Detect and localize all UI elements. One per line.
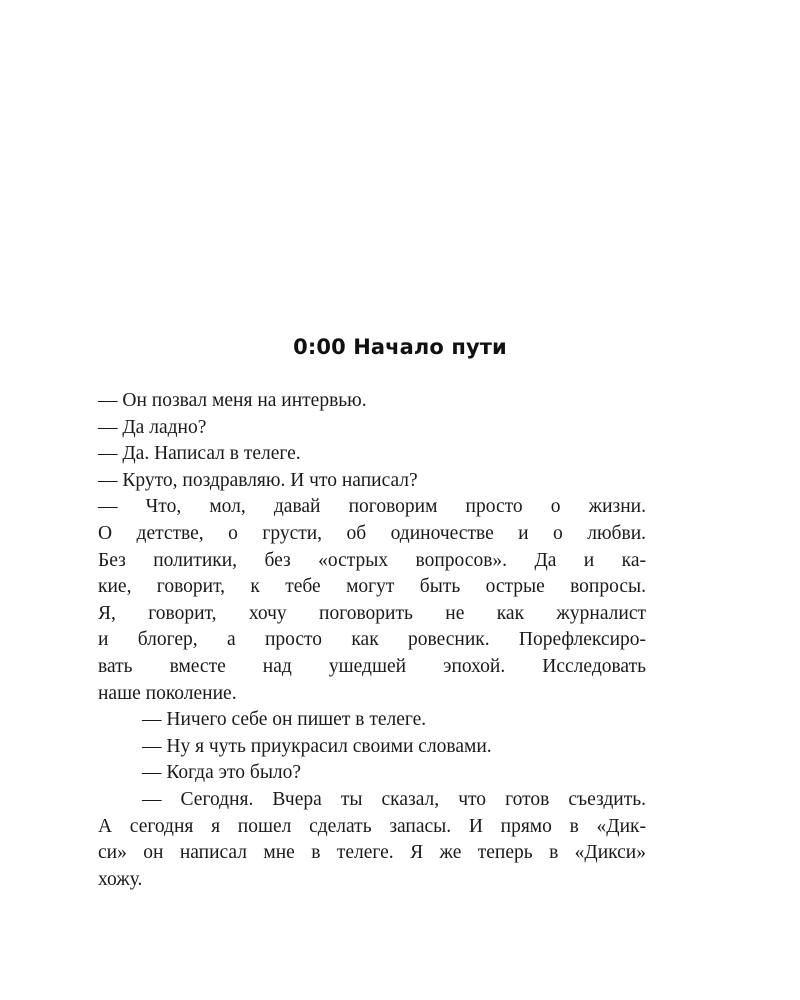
text-line: — Что, мол, давай поговорим просто о жизни. (98, 496, 646, 518)
text-line: кие, говорит, к тебе могут быть острые вопросы. (98, 576, 646, 598)
text-line: вать вместе над ушедшей эпохой. Исследовать (98, 655, 646, 677)
text-line: хожу. (98, 868, 143, 890)
text-line: — Да. Написал в телеге. (98, 443, 301, 465)
text-line: наше поколение. (98, 682, 237, 704)
text-line: и блогер, а просто как ровесник. Порефлексиро- (98, 629, 646, 651)
chapter-title: 0:00 Начало пути (293, 335, 507, 359)
text-line: — Круто, поздравляю. И что написал? (98, 469, 418, 491)
text-line: си» он написал мне в телеге. Я же теперь в «Дикси» (98, 842, 646, 864)
text-line: — Да ладно? (98, 416, 207, 438)
text-line: А сегодня я пошел сделать запасы. И прямо в «Дик- (98, 815, 646, 837)
text-line: — Он позвал меня на интервью. (98, 390, 367, 411)
text-line: — Ну я чуть приукрасил своими словами. (142, 735, 492, 757)
text-line: О детстве, о грусти, об одиночестве и о любви. (98, 522, 646, 544)
text-line: — Сегодня. Вчера ты сказал, что готов съездить. (142, 788, 646, 810)
text-line: — Ничего себе он пишет в телеге. (142, 709, 427, 731)
text-line: Я, говорит, хочу поговорить не как журналист (98, 602, 646, 624)
text-line: Без политики, без «острых вопросов». Да и ка- (98, 549, 646, 571)
body-text (98, 388, 646, 893)
text-line: — Когда это было? (142, 762, 302, 784)
